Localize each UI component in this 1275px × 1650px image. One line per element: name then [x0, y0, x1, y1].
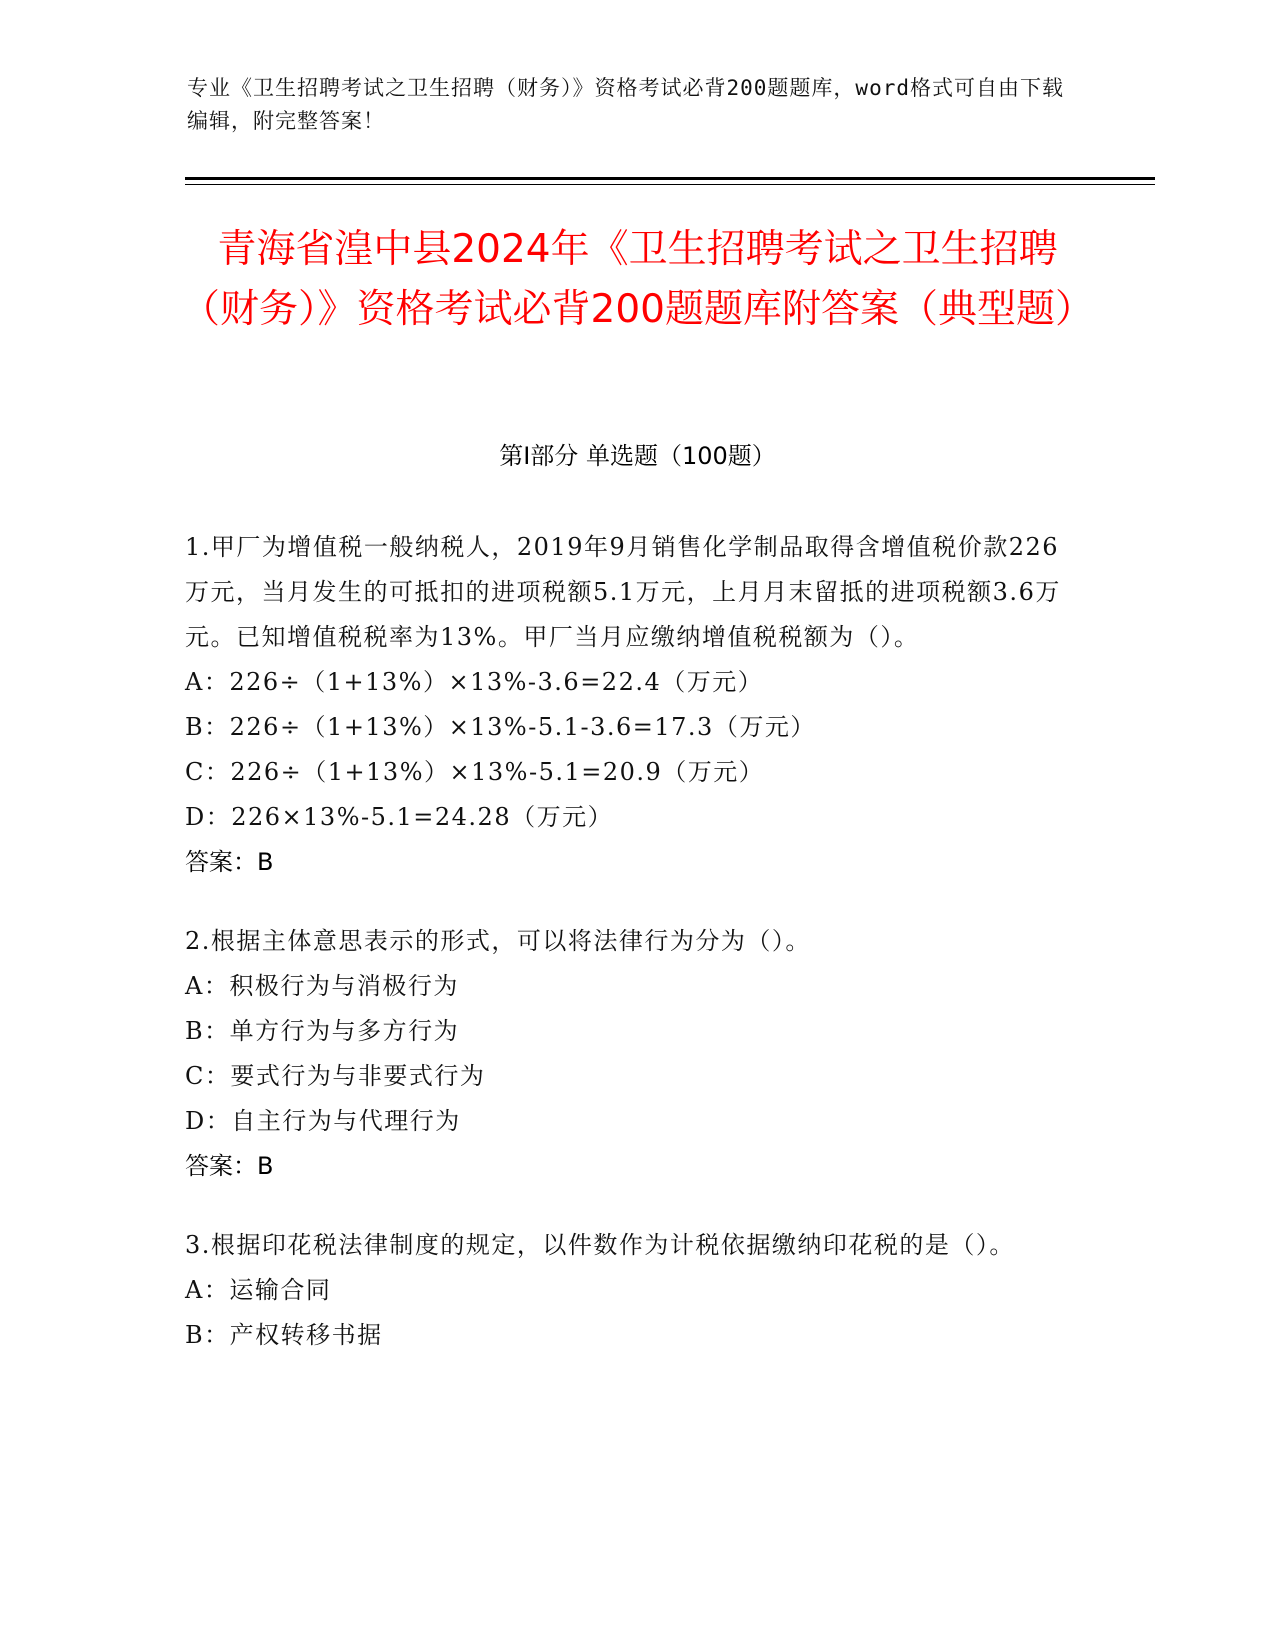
question-stem: 1.甲厂为增值税一般纳税人，2019年9月销售化学制品取得含增值税价款226万元，当月发生的可抵扣的进项税额5.1万元，上月月末留抵的进项税额3.6万元。已知增值税税率为13%。甲厂当月应缴纳增值税税额为（）。 — [185, 533, 1061, 651]
header-divider-thin — [185, 184, 1155, 185]
header-divider-thick — [185, 177, 1155, 180]
option-a: A：运输合同 — [185, 1276, 332, 1304]
question-stem: 3.根据印花税法律制度的规定，以件数作为计税依据缴纳印花税的是（）。 — [185, 1231, 1015, 1259]
option-d: D：226×13%-5.1=24.28（万元） — [185, 803, 614, 831]
option-c: C：226÷（1+13%）×13%-5.1=20.9（万元） — [185, 758, 765, 786]
answer: 答案：B — [185, 1152, 274, 1180]
header-note: 专业《卫生招聘考试之卫生招聘（财务）》资格考试必背200题题库，word格式可自由下载编辑，附完整答案！ — [187, 76, 1064, 133]
option-d: D：自主行为与代理行为 — [185, 1107, 461, 1135]
option-a: A：积极行为与消极行为 — [185, 972, 459, 1000]
option-a: A：226÷（1+13%）×13%-3.6=22.4（万元） — [185, 668, 764, 696]
question-list — [185, 525, 1080, 1392]
section-heading: 第I部分 单选题（100题） — [499, 442, 776, 470]
option-b: B：产权转移书据 — [185, 1321, 383, 1349]
option-c: C：要式行为与非要式行为 — [185, 1062, 486, 1090]
question-stem: 2.根据主体意思表示的形式，可以将法律行为分为（）。 — [185, 927, 811, 955]
option-b: B：226÷（1+13%）×13%-5.1-3.6=17.3（万元） — [185, 713, 816, 741]
answer: 答案：B — [185, 848, 274, 876]
document-title: 青海省湟中县2024年《卫生招聘考试之卫生招聘（财务）》资格考试必背200题题库附答案（典型题） — [181, 227, 1094, 332]
option-b: B：单方行为与多方行为 — [185, 1017, 460, 1045]
question-3 — [185, 1223, 1080, 1358]
question-2 — [185, 919, 1080, 1189]
question-1 — [185, 525, 1080, 885]
